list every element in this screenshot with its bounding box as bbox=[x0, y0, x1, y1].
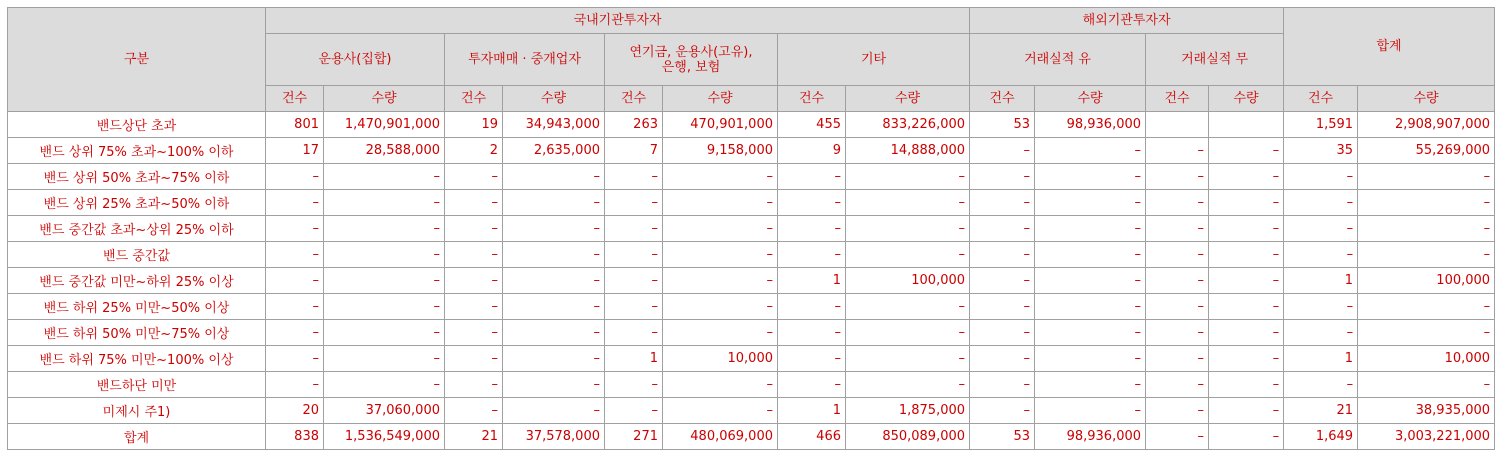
row-label: 밴드 상위 25% 초과~50% 이하 bbox=[8, 190, 266, 216]
qty-cell: – bbox=[1035, 190, 1146, 216]
qty-cell: 28,588,000 bbox=[324, 138, 445, 164]
qty-cell: 833,226,000 bbox=[846, 112, 970, 138]
header-qty: 수량 bbox=[324, 86, 445, 112]
count-cell: – bbox=[266, 190, 324, 216]
qty-cell: 38,935,000 bbox=[1358, 398, 1495, 424]
header-qty: 수량 bbox=[1035, 86, 1146, 112]
qty-cell: – bbox=[503, 242, 605, 268]
count-cell: 53 bbox=[970, 424, 1035, 450]
row-label: 밴드 중간값 bbox=[8, 242, 266, 268]
table-row bbox=[8, 346, 1495, 372]
qty-cell: – bbox=[1209, 138, 1284, 164]
qty-cell: – bbox=[1358, 190, 1495, 216]
qty-cell: 3,003,221,000 bbox=[1358, 424, 1495, 450]
qty-cell: – bbox=[1209, 268, 1284, 294]
count-cell bbox=[1146, 112, 1209, 138]
count-cell: – bbox=[778, 372, 846, 398]
qty-cell: – bbox=[663, 320, 778, 346]
count-cell: – bbox=[1284, 294, 1358, 320]
header-count: 건수 bbox=[605, 86, 663, 112]
header-count: 건수 bbox=[445, 86, 503, 112]
count-cell: – bbox=[1146, 242, 1209, 268]
count-cell: 53 bbox=[970, 112, 1035, 138]
qty-cell: – bbox=[324, 268, 445, 294]
table-row bbox=[8, 138, 1495, 164]
header-subgroup-2: 연기금, 운용사(고유), 은행, 보험 bbox=[605, 34, 778, 86]
count-cell: – bbox=[1146, 424, 1209, 450]
qty-cell: – bbox=[1209, 424, 1284, 450]
qty-cell: 1,470,901,000 bbox=[324, 112, 445, 138]
count-cell: – bbox=[970, 242, 1035, 268]
qty-cell: – bbox=[1209, 242, 1284, 268]
count-cell: 21 bbox=[445, 424, 503, 450]
qty-cell: – bbox=[846, 242, 970, 268]
count-cell: – bbox=[1284, 320, 1358, 346]
qty-cell: – bbox=[324, 346, 445, 372]
header-subgroup-4: 거래실적 유 bbox=[970, 34, 1146, 86]
count-cell: – bbox=[970, 268, 1035, 294]
header-foreign-investors: 해외기관투자자 bbox=[970, 8, 1284, 34]
qty-cell: – bbox=[1358, 242, 1495, 268]
qty-cell: – bbox=[1209, 190, 1284, 216]
count-cell: – bbox=[778, 346, 846, 372]
count-cell: – bbox=[605, 216, 663, 242]
count-cell: 1 bbox=[605, 346, 663, 372]
count-cell: 35 bbox=[1284, 138, 1358, 164]
qty-cell: – bbox=[503, 372, 605, 398]
qty-cell: – bbox=[1358, 294, 1495, 320]
count-cell: 271 bbox=[605, 424, 663, 450]
qty-cell: – bbox=[1358, 320, 1495, 346]
count-cell: – bbox=[266, 346, 324, 372]
demand-forecast-table bbox=[7, 7, 1495, 450]
qty-cell: – bbox=[663, 268, 778, 294]
count-cell: 7 bbox=[605, 138, 663, 164]
count-cell: 1 bbox=[1284, 268, 1358, 294]
row-label: 밴드하단 미만 bbox=[8, 372, 266, 398]
qty-cell: – bbox=[1209, 216, 1284, 242]
header-count: 건수 bbox=[1146, 86, 1209, 112]
count-cell: 20 bbox=[266, 398, 324, 424]
count-cell: – bbox=[970, 138, 1035, 164]
qty-cell: – bbox=[1209, 398, 1284, 424]
qty-cell: 1,536,549,000 bbox=[324, 424, 445, 450]
qty-cell: 98,936,000 bbox=[1035, 424, 1146, 450]
count-cell: – bbox=[1146, 138, 1209, 164]
count-cell: 263 bbox=[605, 112, 663, 138]
qty-cell: – bbox=[663, 398, 778, 424]
count-cell: – bbox=[778, 242, 846, 268]
count-cell: – bbox=[266, 268, 324, 294]
count-cell: – bbox=[445, 294, 503, 320]
table-row bbox=[8, 320, 1495, 346]
count-cell: – bbox=[1146, 372, 1209, 398]
qty-cell: – bbox=[1035, 320, 1146, 346]
count-cell: 19 bbox=[445, 112, 503, 138]
count-cell: 9 bbox=[778, 138, 846, 164]
qty-cell: 14,888,000 bbox=[846, 138, 970, 164]
count-cell: – bbox=[445, 164, 503, 190]
count-cell: – bbox=[778, 164, 846, 190]
qty-cell: 850,089,000 bbox=[846, 424, 970, 450]
qty-cell: – bbox=[846, 190, 970, 216]
count-cell: – bbox=[445, 372, 503, 398]
header-count: 건수 bbox=[1284, 86, 1358, 112]
table-row bbox=[8, 268, 1495, 294]
qty-cell: – bbox=[324, 320, 445, 346]
qty-cell: 100,000 bbox=[846, 268, 970, 294]
header-subgroup-0: 운용사(집합) bbox=[266, 34, 445, 86]
qty-cell: – bbox=[1035, 398, 1146, 424]
qty-cell: – bbox=[1358, 164, 1495, 190]
qty-cell: 100,000 bbox=[1358, 268, 1495, 294]
row-label: 밴드 하위 25% 미만~50% 이상 bbox=[8, 294, 266, 320]
count-cell: – bbox=[1284, 190, 1358, 216]
count-cell: – bbox=[605, 190, 663, 216]
count-cell: – bbox=[970, 190, 1035, 216]
qty-cell: – bbox=[663, 372, 778, 398]
row-label: 밴드 상위 50% 초과~75% 이하 bbox=[8, 164, 266, 190]
count-cell: 1 bbox=[778, 398, 846, 424]
count-cell: – bbox=[1146, 216, 1209, 242]
row-label: 밴드 하위 50% 미만~75% 이상 bbox=[8, 320, 266, 346]
qty-cell: – bbox=[503, 164, 605, 190]
qty-cell: – bbox=[1209, 164, 1284, 190]
qty-cell: – bbox=[503, 216, 605, 242]
qty-cell: – bbox=[324, 372, 445, 398]
row-label: 밴드상단 초과 bbox=[8, 112, 266, 138]
count-cell: 17 bbox=[266, 138, 324, 164]
header-subgroup-1: 투자매매 · 중개업자 bbox=[445, 34, 605, 86]
count-cell: – bbox=[1284, 372, 1358, 398]
header-qty: 수량 bbox=[663, 86, 778, 112]
qty-cell: – bbox=[503, 398, 605, 424]
count-cell: 466 bbox=[778, 424, 846, 450]
qty-cell: – bbox=[1209, 320, 1284, 346]
qty-cell: – bbox=[503, 320, 605, 346]
qty-cell: – bbox=[324, 242, 445, 268]
header-subgroup-5: 거래실적 무 bbox=[1146, 34, 1284, 86]
qty-cell: – bbox=[1035, 164, 1146, 190]
count-cell: – bbox=[266, 216, 324, 242]
count-cell: – bbox=[605, 320, 663, 346]
header-qty: 수량 bbox=[846, 86, 970, 112]
count-cell: – bbox=[778, 190, 846, 216]
header-count: 건수 bbox=[970, 86, 1035, 112]
qty-cell: – bbox=[663, 242, 778, 268]
count-cell: – bbox=[445, 190, 503, 216]
table-row bbox=[8, 424, 1495, 450]
count-cell: – bbox=[970, 346, 1035, 372]
qty-cell: – bbox=[1035, 216, 1146, 242]
qty-cell: – bbox=[663, 164, 778, 190]
qty-cell: 34,943,000 bbox=[503, 112, 605, 138]
count-cell: – bbox=[970, 294, 1035, 320]
qty-cell: – bbox=[1358, 216, 1495, 242]
qty-cell: – bbox=[663, 216, 778, 242]
qty-cell: – bbox=[1358, 372, 1495, 398]
qty-cell: 10,000 bbox=[663, 346, 778, 372]
header-count: 건수 bbox=[778, 86, 846, 112]
count-cell: – bbox=[266, 164, 324, 190]
count-cell: – bbox=[605, 294, 663, 320]
table-row bbox=[8, 190, 1495, 216]
count-cell: – bbox=[1146, 398, 1209, 424]
header-qty: 수량 bbox=[503, 86, 605, 112]
row-label: 밴드 상위 75% 초과~100% 이하 bbox=[8, 138, 266, 164]
qty-cell: – bbox=[846, 216, 970, 242]
table-row bbox=[8, 164, 1495, 190]
count-cell: – bbox=[778, 294, 846, 320]
header-subgroup-3: 기타 bbox=[778, 34, 970, 86]
count-cell: 1,591 bbox=[1284, 112, 1358, 138]
table-row bbox=[8, 294, 1495, 320]
qty-cell: 2,635,000 bbox=[503, 138, 605, 164]
count-cell: – bbox=[266, 242, 324, 268]
qty-cell: – bbox=[1035, 268, 1146, 294]
count-cell: 2 bbox=[445, 138, 503, 164]
table-row bbox=[8, 242, 1495, 268]
qty-cell: 9,158,000 bbox=[663, 138, 778, 164]
count-cell: – bbox=[1146, 346, 1209, 372]
count-cell: – bbox=[970, 320, 1035, 346]
count-cell: 455 bbox=[778, 112, 846, 138]
qty-cell: – bbox=[1035, 294, 1146, 320]
header-domestic-investors: 국내기관투자자 bbox=[266, 8, 970, 34]
count-cell: 801 bbox=[266, 112, 324, 138]
qty-cell: 37,578,000 bbox=[503, 424, 605, 450]
count-cell: – bbox=[778, 216, 846, 242]
count-cell: 1 bbox=[778, 268, 846, 294]
count-cell: – bbox=[1284, 216, 1358, 242]
count-cell: – bbox=[778, 320, 846, 346]
qty-cell: – bbox=[1035, 346, 1146, 372]
count-cell: – bbox=[1146, 164, 1209, 190]
count-cell: – bbox=[970, 164, 1035, 190]
count-cell: 1,649 bbox=[1284, 424, 1358, 450]
qty-cell: – bbox=[1209, 294, 1284, 320]
count-cell: 21 bbox=[1284, 398, 1358, 424]
count-cell: – bbox=[445, 346, 503, 372]
qty-cell: 55,269,000 bbox=[1358, 138, 1495, 164]
count-cell: – bbox=[266, 372, 324, 398]
qty-cell: 480,069,000 bbox=[663, 424, 778, 450]
qty-cell: 37,060,000 bbox=[324, 398, 445, 424]
count-cell: – bbox=[605, 164, 663, 190]
header-category: 구분 bbox=[8, 8, 266, 112]
qty-cell: – bbox=[663, 190, 778, 216]
header-qty: 수량 bbox=[1209, 86, 1284, 112]
row-label: 밴드 하위 75% 미만~100% 이상 bbox=[8, 346, 266, 372]
qty-cell: – bbox=[324, 190, 445, 216]
qty-cell: – bbox=[1035, 138, 1146, 164]
count-cell: – bbox=[605, 372, 663, 398]
qty-cell: 10,000 bbox=[1358, 346, 1495, 372]
qty-cell: – bbox=[846, 372, 970, 398]
qty-cell: – bbox=[503, 294, 605, 320]
header-count: 건수 bbox=[266, 86, 324, 112]
qty-cell: – bbox=[663, 294, 778, 320]
count-cell: – bbox=[1146, 268, 1209, 294]
qty-cell: – bbox=[324, 294, 445, 320]
table-row bbox=[8, 398, 1495, 424]
qty-cell: – bbox=[503, 346, 605, 372]
qty-cell: – bbox=[1035, 242, 1146, 268]
qty-cell: – bbox=[1209, 372, 1284, 398]
qty-cell: – bbox=[324, 164, 445, 190]
qty-cell: 98,936,000 bbox=[1035, 112, 1146, 138]
count-cell: – bbox=[445, 398, 503, 424]
qty-cell: 2,908,907,000 bbox=[1358, 112, 1495, 138]
count-cell: – bbox=[605, 268, 663, 294]
header-total: 합계 bbox=[1284, 8, 1495, 86]
qty-cell: – bbox=[846, 320, 970, 346]
count-cell: – bbox=[970, 216, 1035, 242]
qty-cell: – bbox=[1035, 372, 1146, 398]
count-cell: – bbox=[1284, 164, 1358, 190]
count-cell: – bbox=[445, 242, 503, 268]
count-cell: – bbox=[970, 372, 1035, 398]
qty-cell: 1,875,000 bbox=[846, 398, 970, 424]
qty-cell: – bbox=[324, 216, 445, 242]
qty-cell: – bbox=[846, 164, 970, 190]
count-cell: – bbox=[445, 268, 503, 294]
qty-cell: – bbox=[846, 294, 970, 320]
row-label: 밴드 중간값 초과~상위 25% 이하 bbox=[8, 216, 266, 242]
qty-cell: – bbox=[503, 190, 605, 216]
qty-cell bbox=[1209, 112, 1284, 138]
table-row bbox=[8, 112, 1495, 138]
header-qty: 수량 bbox=[1358, 86, 1495, 112]
count-cell: 838 bbox=[266, 424, 324, 450]
qty-cell: – bbox=[503, 268, 605, 294]
count-cell: – bbox=[1284, 242, 1358, 268]
qty-cell: – bbox=[1209, 346, 1284, 372]
count-cell: – bbox=[266, 294, 324, 320]
row-label: 합계 bbox=[8, 424, 266, 450]
qty-cell: – bbox=[846, 346, 970, 372]
count-cell: – bbox=[445, 320, 503, 346]
qty-cell: 470,901,000 bbox=[663, 112, 778, 138]
table-row bbox=[8, 216, 1495, 242]
count-cell: 1 bbox=[1284, 346, 1358, 372]
count-cell: – bbox=[1146, 190, 1209, 216]
count-cell: – bbox=[266, 320, 324, 346]
row-label: 밴드 중간값 미만~하위 25% 이상 bbox=[8, 268, 266, 294]
count-cell: – bbox=[1146, 320, 1209, 346]
count-cell: – bbox=[605, 398, 663, 424]
count-cell: – bbox=[605, 242, 663, 268]
count-cell: – bbox=[1146, 294, 1209, 320]
count-cell: – bbox=[445, 216, 503, 242]
table-row bbox=[8, 372, 1495, 398]
count-cell: – bbox=[970, 398, 1035, 424]
row-label: 미제시 주1) bbox=[8, 398, 266, 424]
